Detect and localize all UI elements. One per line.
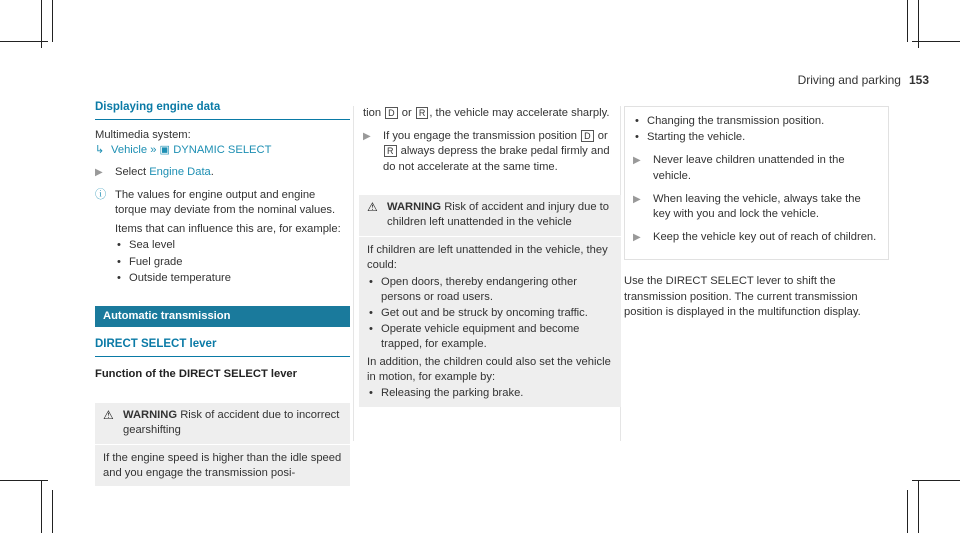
info-note-text: The values for engine output and engine torque may deviate from the nominal values.: [115, 188, 336, 217]
warning-text: Risk of accident due to incorrect gearshifting: [123, 408, 340, 436]
or-text: or: [401, 107, 412, 119]
header-section: Driving and parking: [797, 73, 901, 87]
return-arrow-icon: ↳: [95, 144, 105, 157]
instruction-step: [633, 192, 880, 222]
chapter-bar: Automatic transmission: [95, 306, 350, 327]
path-label: Multimedia system:: [95, 129, 191, 142]
list-item: • Get out and be struck by oncoming traffic.: [367, 306, 613, 321]
warning-body: If the engine speed is higher than the idle speed and you engage the transmission posi-: [103, 452, 342, 480]
engine-data-link[interactable]: Engine Data: [149, 165, 211, 178]
gear-r-key: R: [384, 145, 397, 157]
select-step: ▶ Select Engine Data.: [95, 165, 350, 180]
divider: [95, 444, 350, 445]
list-item: • Outside temperature: [115, 271, 350, 286]
gear-d-key: D: [385, 107, 398, 119]
or-text: or: [597, 130, 608, 143]
list-item: • Changing the transmission position.: [633, 114, 880, 129]
crop-mark: [52, 0, 53, 42]
crop-mark: [907, 0, 908, 42]
gear-d-key: D: [581, 130, 594, 142]
list-item: • Releasing the parking brake.: [367, 386, 613, 401]
function-heading: Function of the DIRECT SELECT lever: [95, 368, 298, 381]
step-text: Never leave children unattended in the vehicle.: [653, 154, 845, 182]
list-item: • Operate vehicle equipment and become trapped, for example.: [367, 322, 613, 352]
step-arrow-icon: ▶: [633, 193, 641, 205]
section-heading: Displaying engine data: [95, 100, 350, 120]
instruction-step: [633, 153, 880, 183]
column-3: [624, 106, 889, 320]
divider: [359, 236, 621, 237]
step-text: When leaving the vehicle, always take the key with you and lock the vehicle.: [653, 192, 861, 221]
column-divider: [353, 106, 354, 441]
step-arrow-icon: ▶: [633, 155, 641, 167]
cont-post: , the vehicle may accelerate sharply.: [429, 107, 610, 119]
crop-mark: [918, 480, 919, 533]
warning-intro: If children are left unattended in the vehicle, they could:: [367, 244, 608, 272]
list-item: • Sea level: [115, 238, 350, 253]
info-note: [95, 188, 350, 218]
warning-addition: In addition, the children could also set the vehicle in motion, for example by:: [367, 355, 611, 383]
column-1: [95, 100, 350, 486]
step-arrow-icon: ▶: [95, 166, 103, 178]
crop-mark: [907, 490, 908, 533]
list-item: • Starting the vehicle.: [633, 130, 880, 145]
column-2: [359, 106, 621, 407]
continuation-text: [359, 106, 621, 121]
crop-mark: [52, 490, 53, 533]
crop-mark: [912, 41, 960, 42]
step-arrow-icon: ▶: [363, 131, 371, 143]
nav-dynamic-select-link[interactable]: DYNAMIC SELECT: [173, 144, 272, 157]
nav-path: [95, 143, 350, 158]
running-header: [798, 73, 929, 87]
step-arrow-icon: ▶: [633, 232, 641, 244]
list-item: • Fuel grade: [115, 255, 350, 270]
body-paragraph: Use the DIRECT SELECT lever to shift the transmission position. The current transmission position is displayed in the multifunction display.: [624, 275, 861, 318]
warning-text: Risk of accident and injury due to children left unattended in the vehicle: [387, 200, 609, 229]
crop-mark: [912, 480, 960, 481]
list-item: • Open doors, thereby endangering other persons or road users.: [367, 275, 613, 305]
sub-heading: DIRECT SELECT lever: [95, 337, 350, 357]
step-text: Keep the vehicle key out of reach of children.: [653, 231, 877, 244]
warning-box: [359, 195, 621, 407]
step-pre: If you engage the transmission position: [383, 130, 578, 143]
warning-label: WARNING: [123, 408, 178, 421]
instruction-step: [633, 230, 880, 245]
chevron-right-icon: »: [150, 144, 157, 157]
car-settings-icon: ▣: [159, 144, 171, 157]
instruction-step: [359, 129, 621, 175]
page-number: 153: [908, 73, 929, 87]
factor-list: [95, 238, 350, 286]
info-note-text-2: Items that can influence this are, for example:: [115, 223, 341, 236]
crop-mark: [41, 480, 42, 533]
gear-r-key: R: [416, 107, 429, 119]
warning-continuation-box: [624, 106, 889, 260]
select-prefix: Select: [115, 165, 147, 178]
step-post: always depress the brake pedal firmly and do not accelerate at the same time.: [383, 145, 610, 173]
warning-label: WARNING: [387, 200, 442, 213]
nav-vehicle-link[interactable]: Vehicle: [111, 144, 148, 157]
warning-triangle-icon: ⚠: [367, 199, 378, 214]
crop-mark: [0, 41, 48, 42]
warning-box: [95, 403, 350, 487]
cont-pre: tion: [363, 107, 382, 119]
warning-triangle-icon: ⚠: [103, 407, 114, 422]
info-icon: ⓘ: [95, 188, 107, 201]
